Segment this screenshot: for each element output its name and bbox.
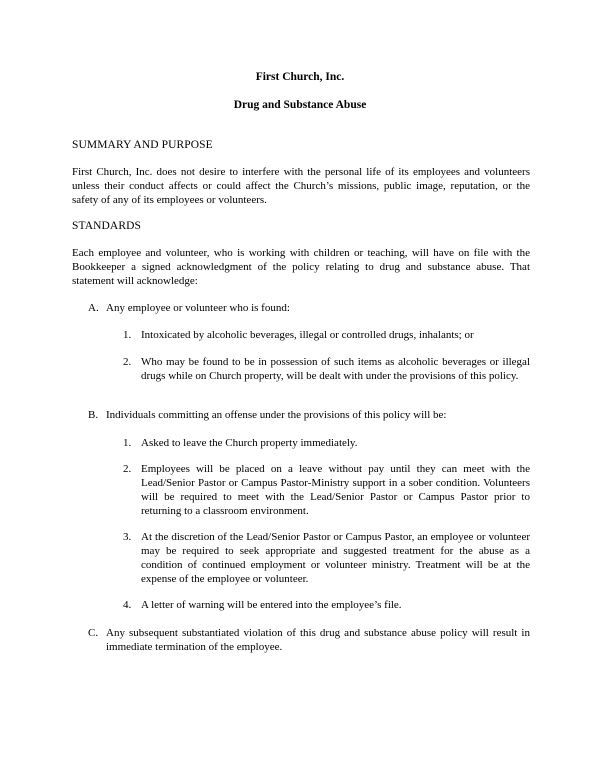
standards-heading: STANDARDS: [72, 220, 141, 232]
section-a-item-1-marker: 1.: [123, 329, 132, 341]
section-b-item-1-marker: 1.: [123, 437, 132, 449]
summary-paragraph: First Church, Inc. does not desire to interfere with the personal life of its employees and volunteers unless their conduct affects or could affect the Church’s missions, public image, reputation, or the safety of any of its employees or volunteers.: [72, 166, 530, 206]
section-c-text: Any subsequent substantiated violation of this drug and substance abuse policy will result in immediate termination of the employee.: [106, 627, 530, 653]
section-a-item-2-marker: 2.: [123, 356, 132, 368]
section-a-marker: A.: [88, 302, 99, 314]
policy-title: Drug and Substance Abuse: [233, 99, 367, 111]
section-a-item-1-text: Intoxicated by alcoholic beverages, illegal or controlled drugs, inhalants; or: [141, 329, 474, 341]
org-title: First Church, Inc.: [255, 71, 345, 83]
section-a-text: Any employee or volunteer who is found:: [106, 302, 290, 314]
section-b-item-3-text: At the discretion of the Lead/Senior Pastor or Campus Pastor, an employee or volunteer may be required to seek appropriate and suggested treatment for the abuse as a condition of continued employment or volunteer ministry. Treatment will be at the expense of the employee or volunteer.: [141, 531, 530, 585]
section-b-item-4-marker: 4.: [123, 599, 132, 611]
section-b-item-4-text: A letter of warning will be entered into the employee’s file.: [141, 599, 402, 611]
section-b-item-2-marker: 2.: [123, 463, 132, 475]
section-b-marker: B.: [88, 409, 99, 421]
summary-heading: SUMMARY AND PURPOSE: [72, 139, 213, 151]
section-b-item-1-text: Asked to leave the Church property immediately.: [141, 437, 358, 449]
section-a-item-2-text: Who may be found to be in possession of such items as alcoholic beverages or illegal drugs while on Church property, will be dealt with under the provisions of this policy.: [141, 356, 530, 382]
standards-paragraph: Each employee and volunteer, who is working with children or teaching, will have on file with the Bookkeeper a signed acknowledgment of the policy relating to drug and substance abuse. That statement will acknowledge:: [72, 247, 530, 287]
section-b-item-3-marker: 3.: [123, 531, 132, 543]
section-c-marker: C.: [88, 627, 99, 639]
section-b-item-2-text: Employees will be placed on a leave without pay until they can meet with the Lead/Senior Pastor or Campus Pastor-Ministry support in a sober condition. Volunteers will be required to meet with the Lead/Senior Pastor or Campus Pastor prior to returning to a classroom environment.: [141, 463, 530, 517]
section-b-text: Individuals committing an offense under the provisions of this policy will be:: [106, 409, 447, 421]
